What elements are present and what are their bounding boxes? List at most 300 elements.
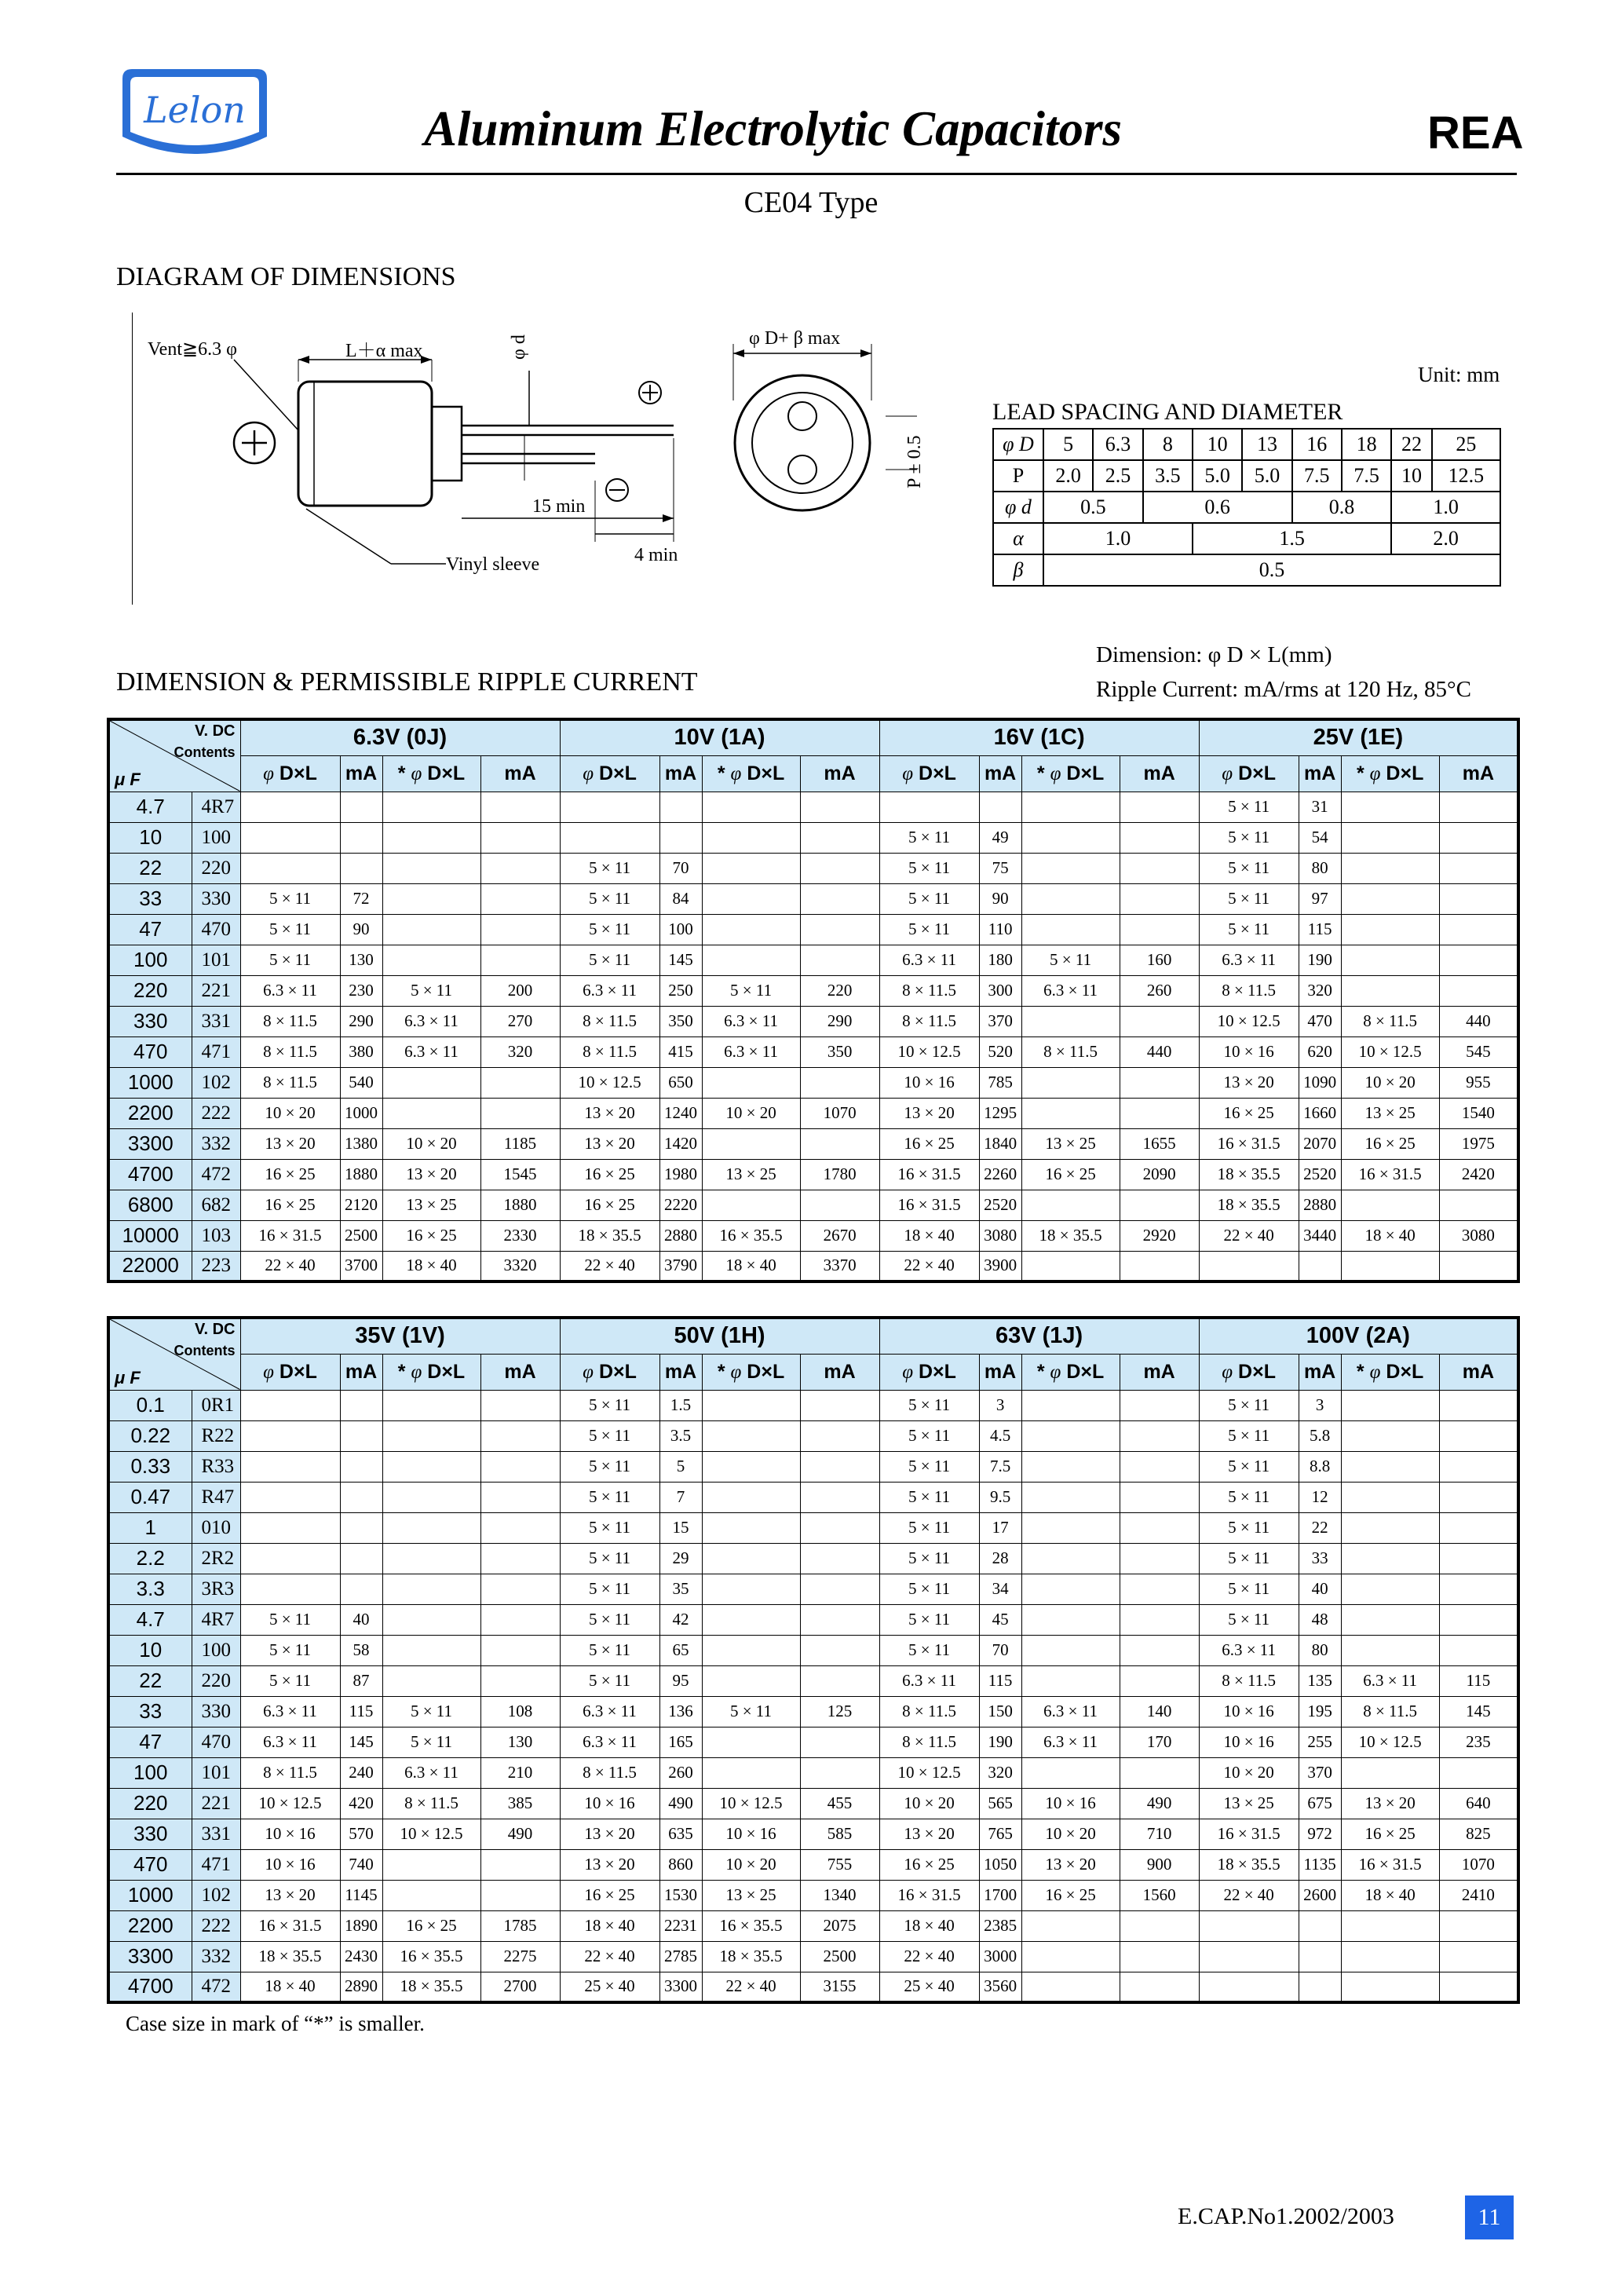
capacitance-cell: 22 <box>108 853 192 883</box>
code-cell: 102 <box>192 1880 240 1910</box>
value-cell: 8 × 11.5 <box>560 1036 659 1067</box>
value-cell: 440 <box>1439 1006 1518 1036</box>
value-cell: 5 × 11 <box>1199 883 1299 914</box>
code-cell: R22 <box>192 1420 240 1451</box>
value-cell <box>340 853 382 883</box>
value-cell: 16 × 35.5 <box>702 1910 800 1941</box>
value-cell: 10 × 12.5 <box>702 1788 800 1819</box>
value-cell: 18 × 40 <box>560 1910 659 1941</box>
value-cell: 33 <box>1299 1543 1341 1574</box>
value-cell: 16 × 31.5 <box>240 1910 340 1941</box>
value-cell <box>1299 1941 1341 1972</box>
value-cell: 240 <box>340 1757 382 1788</box>
value-cell <box>702 1451 800 1482</box>
value-cell: 6.3 × 11 <box>1199 945 1299 975</box>
value-cell: 3155 <box>800 1972 879 2002</box>
value-cell: 18 × 35.5 <box>1021 1220 1120 1251</box>
value-cell: 16 × 31.5 <box>879 1159 979 1190</box>
value-cell: 2275 <box>480 1941 560 1972</box>
capacitance-cell: 330 <box>108 1006 192 1036</box>
value-cell: 18 × 35.5 <box>382 1972 480 2002</box>
value-cell: 16 × 25 <box>560 1159 659 1190</box>
value-cell <box>800 853 879 883</box>
code-cell: 221 <box>192 975 240 1006</box>
value-cell <box>1341 1757 1439 1788</box>
value-cell: 16 × 25 <box>382 1220 480 1251</box>
column-header: mA <box>659 755 702 792</box>
value-cell: 860 <box>659 1849 702 1880</box>
table-row <box>108 1420 1518 1451</box>
value-cell <box>480 1067 560 1098</box>
value-cell: 5 × 11 <box>879 1482 979 1512</box>
code-cell: 2R2 <box>192 1543 240 1574</box>
value-cell: 22 × 40 <box>879 1251 979 1281</box>
column-header: φ D×L <box>560 1354 659 1390</box>
value-cell <box>1439 975 1518 1006</box>
table-row <box>108 1006 1518 1036</box>
value-cell: 18 × 40 <box>1341 1220 1439 1251</box>
value-cell: 2670 <box>800 1220 879 1251</box>
value-cell: 13 × 20 <box>879 1819 979 1849</box>
value-cell: 7 <box>659 1482 702 1512</box>
value-cell: 8 × 11.5 <box>240 1067 340 1098</box>
value-cell <box>1120 914 1199 945</box>
value-cell <box>702 1128 800 1159</box>
capacitance-cell: 2200 <box>108 1098 192 1128</box>
value-cell <box>1120 1635 1199 1665</box>
value-cell: 80 <box>1299 1635 1341 1665</box>
lead-cell: 5.0 <box>1242 460 1291 492</box>
value-cell: 16 × 31.5 <box>1341 1159 1439 1190</box>
value-cell: 2220 <box>659 1190 702 1220</box>
value-cell: 1135 <box>1299 1849 1341 1880</box>
column-header: φ D×L <box>240 1354 340 1390</box>
value-cell: 8 × 11.5 <box>560 1006 659 1036</box>
value-cell: 1700 <box>979 1880 1021 1910</box>
value-cell: 3080 <box>1439 1220 1518 1251</box>
value-cell: 80 <box>1299 853 1341 883</box>
value-cell <box>382 822 480 853</box>
value-cell <box>1341 1604 1439 1635</box>
value-cell <box>702 1482 800 1512</box>
value-cell <box>1199 1910 1299 1941</box>
capacitance-cell: 33 <box>108 1696 192 1727</box>
value-cell <box>800 1390 879 1420</box>
value-cell <box>1021 1604 1120 1635</box>
value-cell: 415 <box>659 1036 702 1067</box>
value-cell: 520 <box>979 1036 1021 1067</box>
value-cell <box>702 1574 800 1604</box>
value-cell <box>340 1451 382 1482</box>
value-cell <box>702 945 800 975</box>
capacitance-cell: 4.7 <box>108 792 192 822</box>
value-cell: 6.3 × 11 <box>240 1696 340 1727</box>
value-cell: 10 × 20 <box>1021 1819 1120 1849</box>
value-cell: 18 × 35.5 <box>702 1941 800 1972</box>
table-row <box>108 1390 1518 1420</box>
value-cell <box>382 914 480 945</box>
value-cell: 570 <box>340 1819 382 1849</box>
value-cell: 16 × 25 <box>1021 1880 1120 1910</box>
value-cell: 710 <box>1120 1819 1199 1849</box>
value-cell: 5 × 11 <box>1199 853 1299 883</box>
value-cell: 87 <box>340 1665 382 1696</box>
value-cell: 10 × 20 <box>1199 1757 1299 1788</box>
capacitance-cell: 220 <box>108 975 192 1006</box>
value-cell: 2700 <box>480 1972 560 2002</box>
ripple-table-1 <box>107 718 1520 1283</box>
table-corner <box>108 719 240 792</box>
value-cell: 1840 <box>979 1128 1021 1159</box>
value-cell: 3440 <box>1299 1220 1341 1251</box>
value-cell: 5 × 11 <box>879 1574 979 1604</box>
value-cell: 22 × 40 <box>702 1972 800 2002</box>
value-cell: 5 × 11 <box>1199 1420 1299 1451</box>
capacitance-cell: 10 <box>108 822 192 853</box>
value-cell: 35 <box>659 1574 702 1604</box>
capacitance-cell: 100 <box>108 945 192 975</box>
value-cell: 5 × 11 <box>879 1390 979 1420</box>
value-cell: 5 × 11 <box>560 1420 659 1451</box>
column-header: mA <box>1120 755 1199 792</box>
capacitance-cell: 220 <box>108 1788 192 1819</box>
value-cell: 9.5 <box>979 1482 1021 1512</box>
value-cell: 31 <box>1299 792 1341 822</box>
value-cell <box>800 1727 879 1757</box>
value-cell: 8 × 11.5 <box>240 1036 340 1067</box>
value-cell: 17 <box>979 1512 1021 1543</box>
value-cell <box>382 945 480 975</box>
value-cell: 13 × 20 <box>1341 1788 1439 1819</box>
column-header: mA <box>800 755 879 792</box>
value-cell: 640 <box>1439 1788 1518 1819</box>
value-cell <box>1120 1067 1199 1098</box>
value-cell: 18 × 40 <box>382 1251 480 1281</box>
value-cell <box>800 1665 879 1696</box>
code-cell: 222 <box>192 1098 240 1128</box>
code-cell: 223 <box>192 1251 240 1281</box>
column-header: mA <box>340 755 382 792</box>
value-cell <box>1341 1941 1439 1972</box>
value-cell: 25 × 40 <box>879 1972 979 2002</box>
value-cell: 10 × 16 <box>1199 1036 1299 1067</box>
lead-cell: 12.5 <box>1432 460 1500 492</box>
value-cell <box>1341 914 1439 945</box>
value-cell <box>480 914 560 945</box>
value-cell: 1050 <box>979 1849 1021 1880</box>
lead-cell: 22 <box>1391 429 1431 460</box>
column-header: * φ D×L <box>1021 1354 1120 1390</box>
table-row <box>108 1098 1518 1128</box>
value-cell: 6.3 × 11 <box>382 1757 480 1788</box>
value-cell <box>1021 1190 1120 1220</box>
value-cell <box>800 945 879 975</box>
capacitance-cell: 100 <box>108 1757 192 1788</box>
value-cell: 5 × 11 <box>560 1635 659 1665</box>
lead-row-alpha <box>993 523 1500 554</box>
value-cell <box>1439 1251 1518 1281</box>
value-cell: 16 × 25 <box>1341 1128 1439 1159</box>
header-rule <box>116 173 1517 175</box>
value-cell: 5 × 11 <box>560 945 659 975</box>
value-cell: 5.8 <box>1299 1420 1341 1451</box>
ripple-section-title: DIMENSION & PERMISSIBLE RIPPLE CURRENT <box>116 667 698 696</box>
value-cell: 470 <box>1299 1006 1341 1036</box>
value-cell: 8.8 <box>1299 1451 1341 1482</box>
value-cell: 540 <box>340 1067 382 1098</box>
value-cell <box>1021 853 1120 883</box>
value-cell: 3.5 <box>659 1420 702 1451</box>
value-cell: 13 × 20 <box>240 1880 340 1910</box>
value-cell: 18 × 40 <box>879 1910 979 1941</box>
value-cell <box>340 1390 382 1420</box>
table-row <box>108 822 1518 853</box>
value-cell: 10 × 12.5 <box>1341 1727 1439 1757</box>
value-cell <box>1120 1098 1199 1128</box>
value-cell: 5 × 11 <box>560 883 659 914</box>
value-cell: 18 × 40 <box>240 1972 340 2002</box>
value-cell <box>1021 1665 1120 1696</box>
value-cell: 16 × 25 <box>1021 1159 1120 1190</box>
value-cell: 8 × 11.5 <box>1199 1665 1299 1696</box>
value-cell: 5 × 11 <box>382 1696 480 1727</box>
value-cell: 6.3 × 11 <box>702 1036 800 1067</box>
table-row <box>108 945 1518 975</box>
value-cell: 1295 <box>979 1098 1021 1128</box>
page-title: Aluminum Electrolytic Capacitors <box>424 101 1123 156</box>
value-cell <box>1120 1941 1199 1972</box>
value-cell: 8 × 11.5 <box>1341 1006 1439 1036</box>
value-cell <box>702 853 800 883</box>
value-cell <box>1021 1972 1120 2002</box>
value-cell: 370 <box>979 1006 1021 1036</box>
capacitance-cell: 1 <box>108 1512 192 1543</box>
value-cell <box>1341 883 1439 914</box>
code-cell: 0R1 <box>192 1390 240 1420</box>
value-cell: 115 <box>340 1696 382 1727</box>
value-cell <box>1021 914 1120 945</box>
value-cell <box>560 792 659 822</box>
lead-cell: 16 <box>1292 429 1342 460</box>
value-cell <box>1021 1757 1120 1788</box>
value-cell <box>382 1543 480 1574</box>
value-cell: 5 × 11 <box>879 822 979 853</box>
value-cell <box>1120 792 1199 822</box>
code-cell: R47 <box>192 1482 240 1512</box>
column-header: φ D×L <box>240 755 340 792</box>
value-cell: 5 <box>659 1451 702 1482</box>
contents-label: Contents <box>174 744 236 760</box>
value-cell: 2260 <box>979 1159 1021 1190</box>
value-cell: 10 × 16 <box>1199 1696 1299 1727</box>
value-cell <box>1299 1910 1341 1941</box>
lead-label: P <box>993 460 1043 492</box>
value-cell: 6.3 × 11 <box>1021 1727 1120 1757</box>
code-cell: 330 <box>192 1696 240 1727</box>
value-cell <box>340 792 382 822</box>
value-cell: 2420 <box>1439 1159 1518 1190</box>
value-cell: 3560 <box>979 1972 1021 2002</box>
value-cell: 29 <box>659 1543 702 1574</box>
dimension-note <box>1096 638 1471 707</box>
value-cell: 5 × 11 <box>879 853 979 883</box>
value-cell <box>800 1451 879 1482</box>
value-cell <box>1120 1757 1199 1788</box>
value-cell: 755 <box>800 1849 879 1880</box>
table-row <box>108 1251 1518 1281</box>
table-row <box>108 1543 1518 1574</box>
value-cell: 2785 <box>659 1941 702 1972</box>
column-header: mA <box>979 755 1021 792</box>
value-cell: 5 × 11 <box>240 1665 340 1696</box>
value-cell: 70 <box>979 1635 1021 1665</box>
value-cell: 15 <box>659 1512 702 1543</box>
value-cell: 2075 <box>800 1910 879 1941</box>
value-cell: 16 × 31.5 <box>1199 1128 1299 1159</box>
value-cell: 2410 <box>1439 1880 1518 1910</box>
value-cell <box>800 883 879 914</box>
value-cell: 675 <box>1299 1788 1341 1819</box>
value-cell: 8 × 11.5 <box>560 1757 659 1788</box>
value-cell <box>800 792 879 822</box>
vdc-label: V. DC <box>194 1321 236 1338</box>
value-cell <box>702 914 800 945</box>
value-cell <box>480 1574 560 1604</box>
value-cell <box>1120 1512 1199 1543</box>
value-cell <box>240 1574 340 1604</box>
value-cell <box>1299 1251 1341 1281</box>
lead-cell: 1.0 <box>1391 492 1500 523</box>
value-cell: 650 <box>659 1067 702 1098</box>
value-cell: 8 × 11.5 <box>240 1006 340 1036</box>
value-cell: 3790 <box>659 1251 702 1281</box>
value-cell <box>1120 1482 1199 1512</box>
table-row <box>108 1036 1518 1067</box>
value-cell <box>1439 1451 1518 1482</box>
value-cell: 5 × 11 <box>560 1512 659 1543</box>
capacitance-cell: 4700 <box>108 1159 192 1190</box>
value-cell: 40 <box>340 1604 382 1635</box>
value-cell: 58 <box>340 1635 382 1665</box>
lead-label: φ d <box>993 492 1043 523</box>
svg-text:P ± 0.5: P ± 0.5 <box>904 435 925 488</box>
value-cell <box>240 1390 340 1420</box>
value-cell: 13 × 20 <box>560 1819 659 1849</box>
voltage-header: 25V (1E) <box>1199 719 1518 755</box>
value-cell <box>480 1880 560 1910</box>
lead-cell: 5 <box>1043 429 1093 460</box>
value-cell: 490 <box>480 1819 560 1849</box>
value-cell: 2520 <box>1299 1159 1341 1190</box>
table-row <box>108 1757 1518 1788</box>
table-row <box>108 1190 1518 1220</box>
value-cell: 10 × 12.5 <box>560 1067 659 1098</box>
value-cell: 1340 <box>800 1880 879 1910</box>
uf-label: μ F <box>115 769 141 789</box>
value-cell: 210 <box>480 1757 560 1788</box>
capacitance-cell: 470 <box>108 1849 192 1880</box>
value-cell <box>1439 1512 1518 1543</box>
value-cell: 5 × 11 <box>879 914 979 945</box>
value-cell <box>1341 1190 1439 1220</box>
value-cell: 5 × 11 <box>879 1512 979 1543</box>
value-cell: 270 <box>480 1006 560 1036</box>
value-cell <box>800 1190 879 1220</box>
value-cell: 8 × 11.5 <box>1199 975 1299 1006</box>
value-cell <box>1021 1543 1120 1574</box>
contents-label: Contents <box>174 1343 236 1358</box>
value-cell: 6.3 × 11 <box>1021 975 1120 1006</box>
value-cell: 5 × 11 <box>879 1604 979 1635</box>
value-cell <box>1120 1604 1199 1635</box>
value-cell <box>480 1604 560 1635</box>
value-cell <box>480 1390 560 1420</box>
value-cell: 8 × 11.5 <box>382 1788 480 1819</box>
value-cell: 235 <box>1439 1727 1518 1757</box>
value-cell: 5 × 11 <box>1199 914 1299 945</box>
value-cell: 8 × 11.5 <box>1021 1036 1120 1067</box>
value-cell: 22 × 40 <box>1199 1220 1299 1251</box>
value-cell <box>1439 1757 1518 1788</box>
value-cell: 440 <box>1120 1036 1199 1067</box>
series-code: REA <box>1427 108 1524 159</box>
value-cell: 10 × 12.5 <box>240 1788 340 1819</box>
value-cell <box>702 1543 800 1574</box>
value-cell: 545 <box>1439 1036 1518 1067</box>
value-cell: 16 × 31.5 <box>1199 1819 1299 1849</box>
value-cell: 190 <box>1299 945 1341 975</box>
table-row <box>108 1128 1518 1159</box>
value-cell: 1070 <box>800 1098 879 1128</box>
value-cell <box>1341 1574 1439 1604</box>
value-cell: 5 × 11 <box>382 975 480 1006</box>
value-cell: 2600 <box>1299 1880 1341 1910</box>
value-cell <box>1120 1006 1199 1036</box>
value-cell: 13 × 20 <box>560 1849 659 1880</box>
value-cell <box>702 1757 800 1788</box>
value-cell: 130 <box>340 945 382 975</box>
table-row <box>108 853 1518 883</box>
value-cell <box>800 1543 879 1574</box>
capacitance-cell: 6800 <box>108 1190 192 1220</box>
value-cell <box>702 1512 800 1543</box>
value-cell <box>1299 1972 1341 2002</box>
value-cell: 490 <box>1120 1788 1199 1819</box>
lead-cell: 25 <box>1432 429 1500 460</box>
lelon-logo <box>116 61 273 162</box>
capacitance-cell: 33 <box>108 883 192 914</box>
value-cell <box>800 914 879 945</box>
value-cell <box>800 1067 879 1098</box>
value-cell <box>1439 945 1518 975</box>
value-cell <box>480 1512 560 1543</box>
value-cell: 5 × 11 <box>560 853 659 883</box>
value-cell <box>1120 883 1199 914</box>
value-cell: 250 <box>659 975 702 1006</box>
value-cell <box>659 792 702 822</box>
lead-cell: 0.8 <box>1292 492 1392 523</box>
value-cell <box>480 792 560 822</box>
table-row <box>108 914 1518 945</box>
value-cell: 136 <box>659 1696 702 1727</box>
column-header: * φ D×L <box>702 755 800 792</box>
value-cell <box>382 1604 480 1635</box>
value-cell: 12 <box>1299 1482 1341 1512</box>
value-cell: 955 <box>1439 1067 1518 1098</box>
value-cell: 135 <box>1299 1665 1341 1696</box>
footnote: Case size in mark of “*” is smaller. <box>126 2012 425 2035</box>
lead-cell: 0.5 <box>1043 492 1143 523</box>
